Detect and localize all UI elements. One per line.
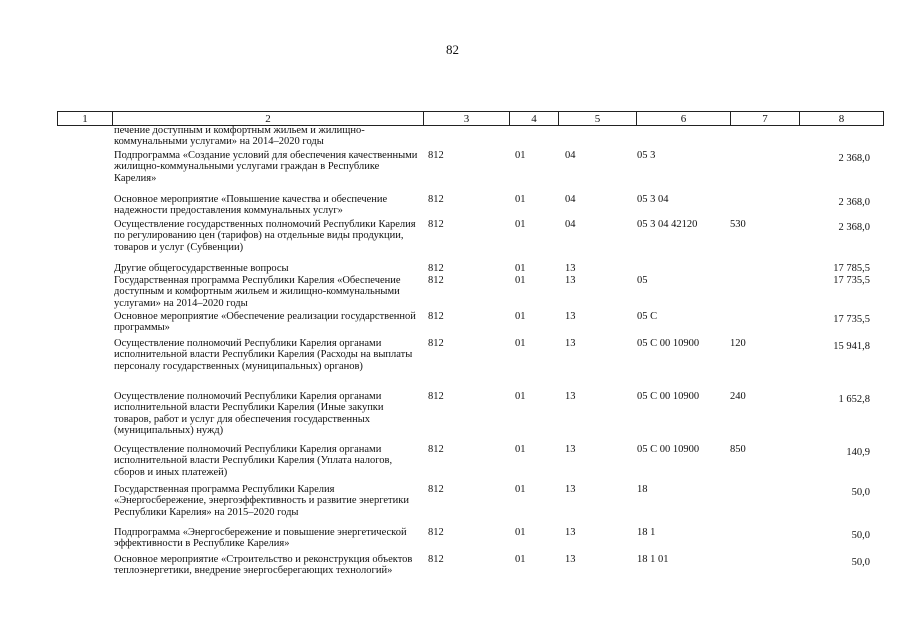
row-code-3: 812 <box>428 311 444 322</box>
row-code-5: 13 <box>565 275 576 286</box>
row-name: Подпрограмма «Создание условий для обеспечения качественными жилищно-коммунальными услугами граждан в Республике Карелия» <box>114 150 418 184</box>
row-code-3: 812 <box>428 554 444 565</box>
row-code-5: 13 <box>565 338 576 349</box>
column-header-5: 5 <box>559 112 637 126</box>
column-header-table <box>57 111 884 126</box>
table-row <box>0 527 905 554</box>
table-row <box>0 391 905 444</box>
table-row <box>0 444 905 484</box>
row-amount: 15 941,8 <box>833 341 870 352</box>
row-code-4: 01 <box>515 554 526 565</box>
row-code-3: 812 <box>428 150 444 161</box>
row-name: Основное мероприятие «Строительство и реконструкция объектов теплоэнергетики, внедрение энергосберегающих технологий» <box>114 554 413 577</box>
column-header-row <box>58 112 884 126</box>
row-code-6: 05 С <box>637 311 658 322</box>
row-code-6: 05 С 00 10900 <box>637 444 700 455</box>
row-code-4: 01 <box>515 444 526 455</box>
column-header-8: 8 <box>800 112 884 126</box>
row-amount: 1 652,8 <box>838 394 870 405</box>
table-row <box>0 484 905 527</box>
row-code-4: 01 <box>515 150 526 161</box>
row-code-6: 05 3 <box>637 150 656 161</box>
row-name: печение доступным и комфортным жильем и жилищно-коммунальными услугами» на 2014–2020 годы <box>114 125 365 148</box>
row-code-7: 240 <box>730 391 746 402</box>
row-code-4: 01 <box>515 391 526 402</box>
row-code-7: 850 <box>730 444 746 455</box>
column-header-7: 7 <box>731 112 800 126</box>
column-header-1: 1 <box>58 112 113 126</box>
row-name: Осуществление полномочий Республики Карелия органами исполнительной власти Республики Карелия (Расходы на выплаты персоналу государственных (муниципальных) органов) <box>114 338 413 372</box>
table-row <box>0 263 905 275</box>
row-name: Государственная программа Республики Карелия «Энергосбережение, энергоэффективность и развитие энергетики Республики Карелия» на 2015–2020 годы <box>114 484 409 518</box>
table-row <box>0 150 905 194</box>
row-code-4: 01 <box>515 194 526 205</box>
row-amount: 50,0 <box>851 557 870 568</box>
row-code-5: 13 <box>565 554 576 565</box>
row-code-5: 13 <box>565 311 576 322</box>
row-amount: 17 735,5 <box>833 314 870 325</box>
row-name: Осуществление государственных полномочий Республики Карелия по регулированию цен (тарифов) на отдельные виды продукции, товаров и услуг (Субвенции) <box>114 219 416 253</box>
row-name: Осуществление полномочий Республики Карелия органами исполнительной власти Республики Карелия (Уплата налогов, сборов и иных платежей) <box>114 444 393 478</box>
column-header-2: 2 <box>113 112 424 126</box>
row-name: Подпрограмма «Энергосбережение и повышение энергетической эффективности в Республике Карелия» <box>114 527 407 550</box>
row-amount: 17 735,5 <box>833 275 870 286</box>
table-row <box>0 219 905 263</box>
row-code-6: 18 <box>637 484 648 495</box>
column-header-4: 4 <box>510 112 559 126</box>
row-code-3: 812 <box>428 527 444 538</box>
row-code-5: 13 <box>565 444 576 455</box>
row-code-4: 01 <box>515 311 526 322</box>
page-number: 82 <box>446 42 459 57</box>
budget-rows <box>0 125 905 594</box>
row-name: Основное мероприятие «Повышение качества и обеспечение надежности предоставления коммунальных услуг» <box>114 194 388 217</box>
row-code-5: 04 <box>565 194 576 205</box>
row-code-3: 812 <box>428 444 444 455</box>
row-amount: 50,0 <box>851 530 870 541</box>
row-code-5: 13 <box>565 484 576 495</box>
row-code-3: 812 <box>428 275 444 286</box>
row-name: Государственная программа Республики Карелия «Обеспечение доступным и комфортным жильем и жилищно-коммунальными услугами» на 2014–2020 годы <box>114 275 401 309</box>
row-name: Осуществление полномочий Республики Карелия органами исполнительной власти Республики Карелия (Иные закупки товаров, работ и услуг для обеспечения государственных (муниципальных) нужд) <box>114 391 384 437</box>
column-header-3: 3 <box>424 112 510 126</box>
table-row <box>0 554 905 594</box>
row-code-6: 05 3 04 42120 <box>637 219 698 230</box>
row-code-4: 01 <box>515 484 526 495</box>
row-code-3: 812 <box>428 219 444 230</box>
row-amount: 2 368,0 <box>838 153 870 164</box>
row-code-5: 13 <box>565 263 576 274</box>
row-code-5: 13 <box>565 391 576 402</box>
row-code-6: 05 3 04 <box>637 194 669 205</box>
row-code-5: 04 <box>565 150 576 161</box>
row-code-5: 13 <box>565 527 576 538</box>
row-code-3: 812 <box>428 263 444 274</box>
row-code-3: 812 <box>428 194 444 205</box>
row-code-6: 18 1 <box>637 527 656 538</box>
row-code-4: 01 <box>515 338 526 349</box>
row-code-4: 01 <box>515 219 526 230</box>
row-amount: 17 785,5 <box>833 263 870 274</box>
row-code-7: 530 <box>730 219 746 230</box>
row-name: Основное мероприятие «Обеспечение реализации государственной программы» <box>114 311 416 334</box>
row-code-6: 18 1 01 <box>637 554 669 565</box>
table-row <box>0 194 905 219</box>
row-code-5: 04 <box>565 219 576 230</box>
row-amount: 2 368,0 <box>838 222 870 233</box>
table-row <box>0 311 905 338</box>
table-row <box>0 125 905 150</box>
row-code-4: 01 <box>515 275 526 286</box>
row-code-3: 812 <box>428 484 444 495</box>
row-amount: 50,0 <box>851 487 870 498</box>
table-row <box>0 275 905 311</box>
row-amount: 2 368,0 <box>838 197 870 208</box>
row-code-4: 01 <box>515 527 526 538</box>
row-code-7: 120 <box>730 338 746 349</box>
row-code-3: 812 <box>428 338 444 349</box>
row-code-6: 05 С 00 10900 <box>637 338 700 349</box>
row-name: Другие общегосударственные вопросы <box>114 263 289 274</box>
row-code-3: 812 <box>428 391 444 402</box>
row-code-6: 05 <box>637 275 648 286</box>
row-code-6: 05 С 00 10900 <box>637 391 700 402</box>
table-row <box>0 338 905 391</box>
row-code-4: 01 <box>515 263 526 274</box>
row-amount: 140,9 <box>846 447 870 458</box>
column-header-6: 6 <box>637 112 731 126</box>
